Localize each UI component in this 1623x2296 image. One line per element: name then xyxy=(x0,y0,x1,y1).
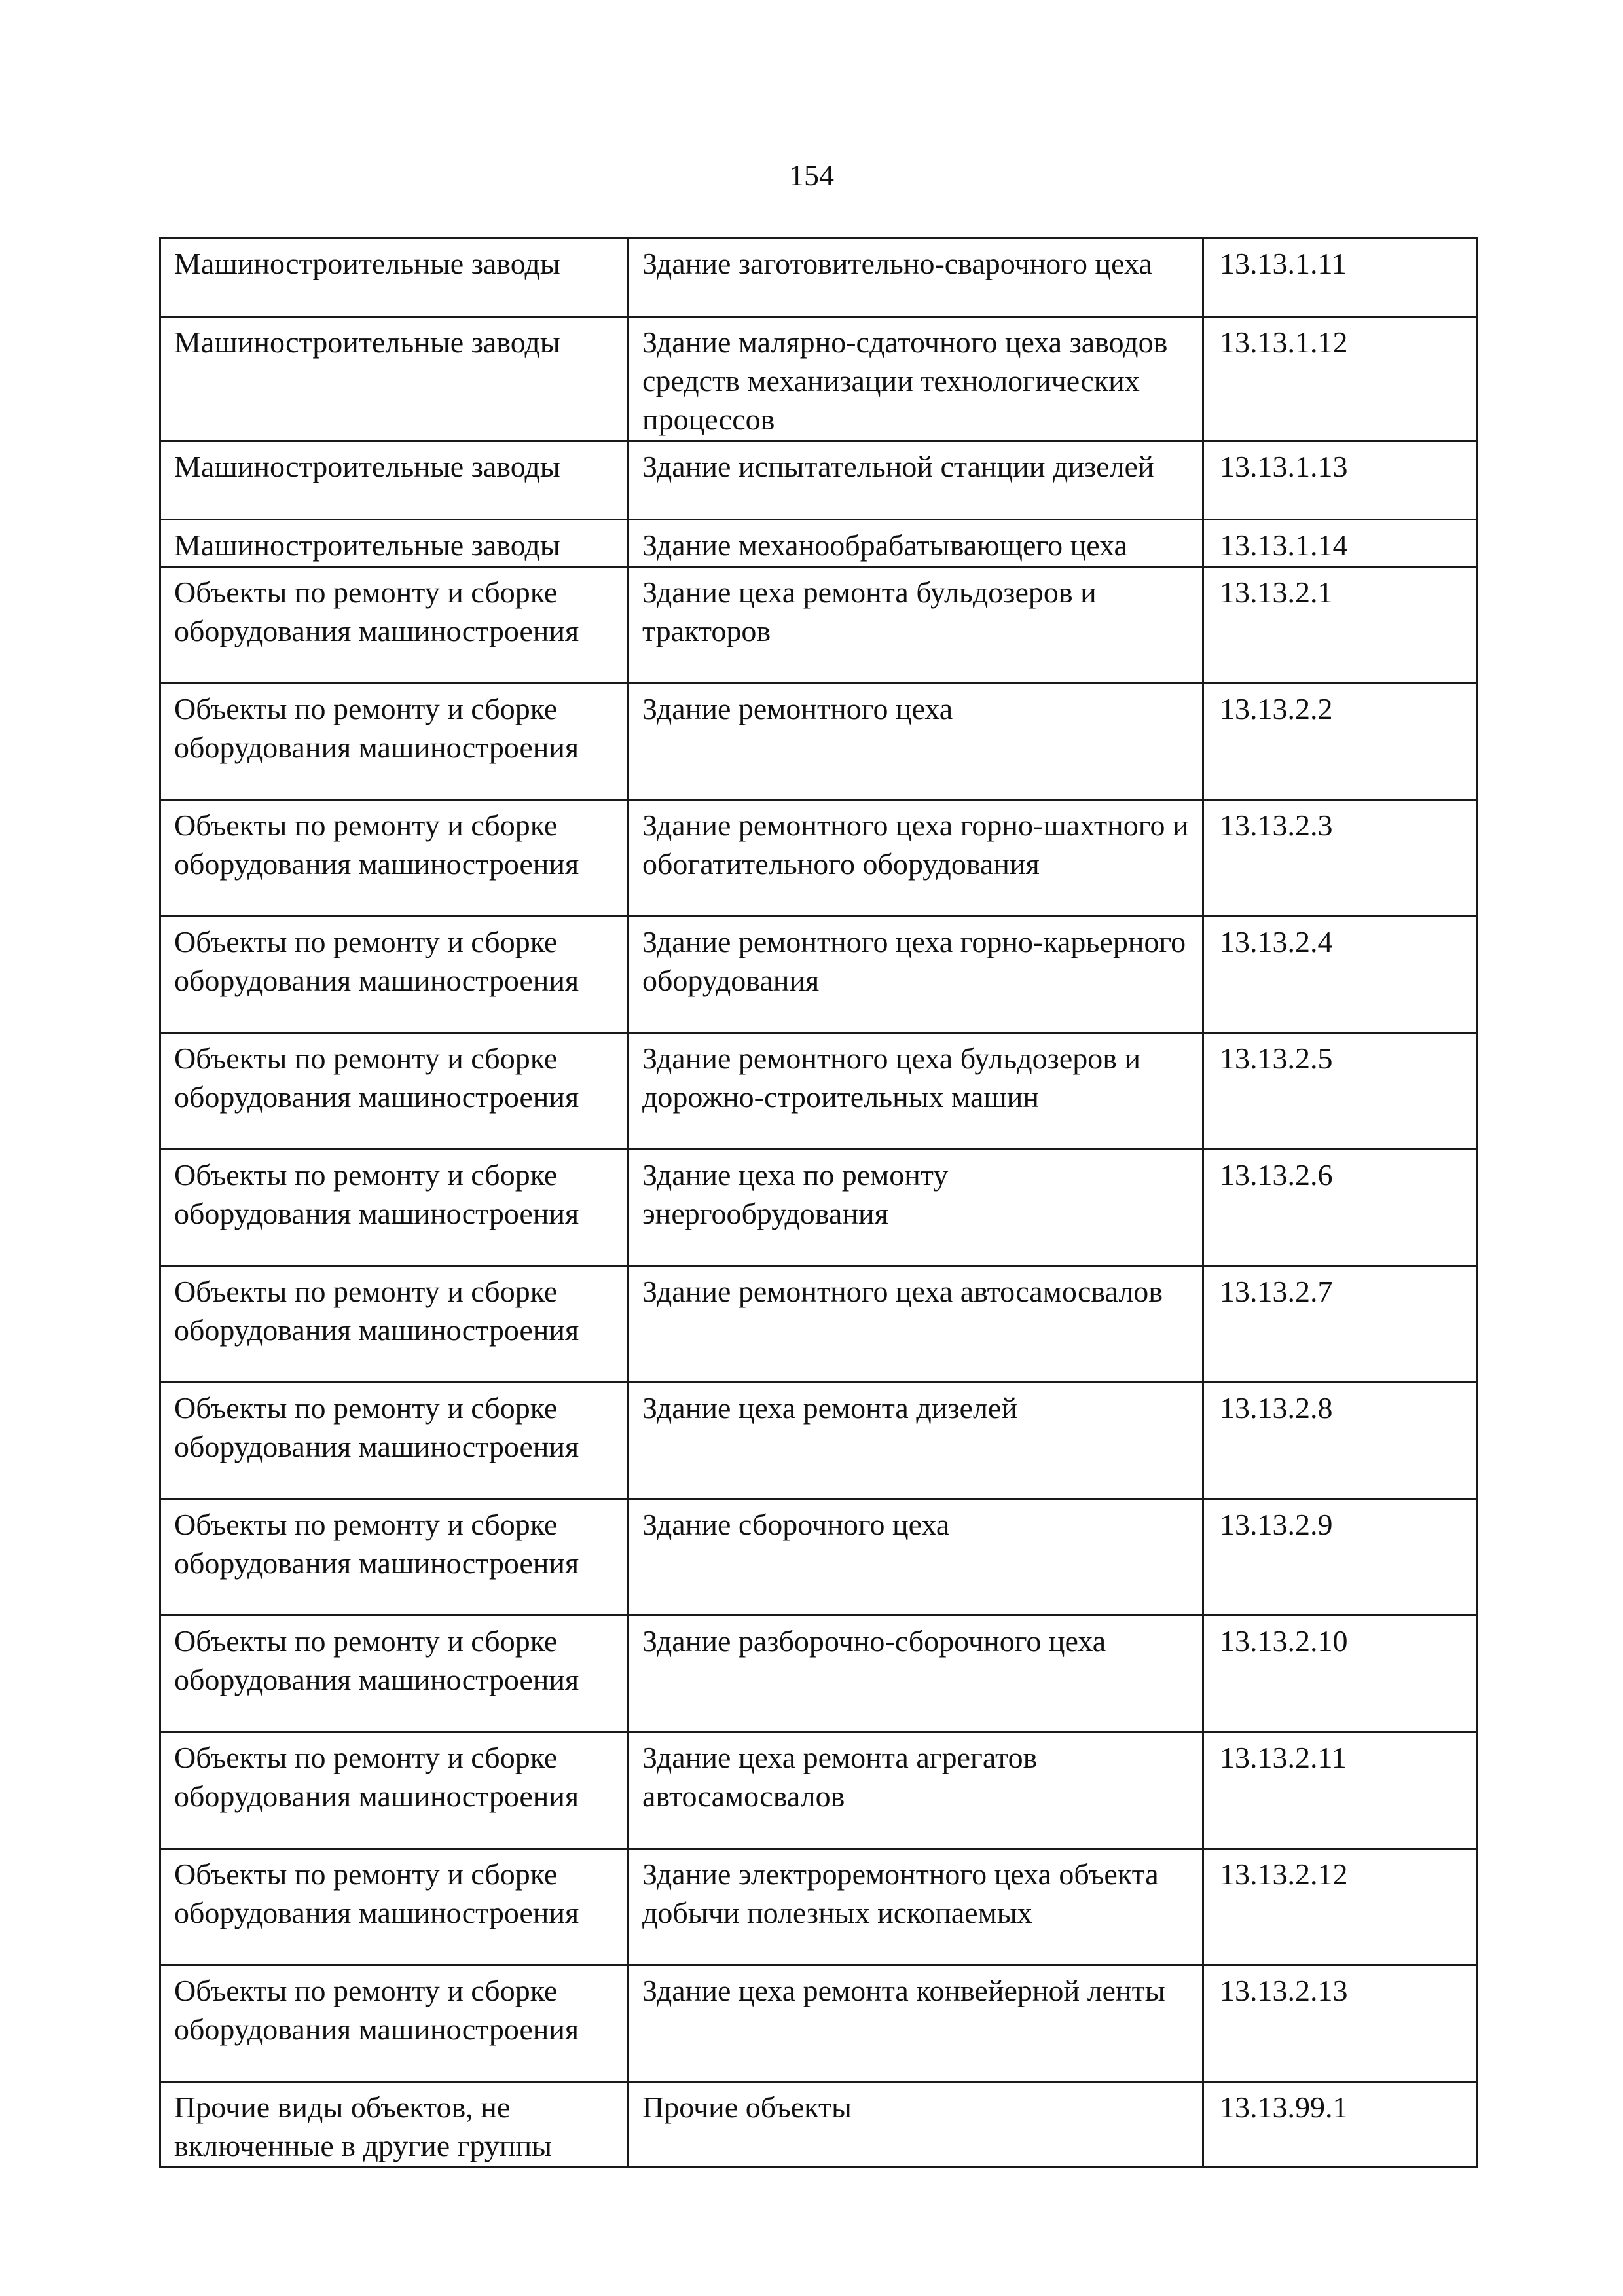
group-cell: Объекты по ремонту и сборке оборудования машиностроения xyxy=(160,1499,629,1616)
code-cell: 13.13.1.14 xyxy=(1203,520,1477,567)
page-number: 154 xyxy=(789,158,834,192)
table-row xyxy=(160,1033,1477,1150)
table-row xyxy=(160,1383,1477,1499)
code-cell: 13.13.1.12 xyxy=(1203,317,1477,441)
object-cell: Здание ремонтного цеха горно-шахтного и обогатительного оборудования xyxy=(629,800,1203,917)
table-row xyxy=(160,238,1477,317)
table-row xyxy=(160,917,1477,1033)
group-cell: Машиностроительные заводы xyxy=(160,441,629,520)
object-cell: Здание цеха ремонта конвейерной ленты xyxy=(629,1965,1203,2082)
table-row xyxy=(160,441,1477,520)
code-cell: 13.13.1.13 xyxy=(1203,441,1477,520)
object-cell: Здание ремонтного цеха автосамосвалов xyxy=(629,1266,1203,1383)
table-row xyxy=(160,1266,1477,1383)
group-cell: Объекты по ремонту и сборке оборудования машиностроения xyxy=(160,683,629,800)
code-cell: 13.13.2.2 xyxy=(1203,683,1477,800)
code-cell: 13.13.2.3 xyxy=(1203,800,1477,917)
object-cell: Здание ремонтного цеха xyxy=(629,683,1203,800)
code-cell: 13.13.2.12 xyxy=(1203,1849,1477,1965)
table-row xyxy=(160,317,1477,441)
object-cell: Здание электроремонтного цеха объекта добычи полезных ископаемых xyxy=(629,1849,1203,1965)
code-cell: 13.13.1.11 xyxy=(1203,238,1477,317)
object-cell: Здание заготовительно-сварочного цеха xyxy=(629,238,1203,317)
code-cell: 13.13.2.8 xyxy=(1203,1383,1477,1499)
group-cell: Машиностроительные заводы xyxy=(160,238,629,317)
object-cell: Прочие объекты xyxy=(629,2082,1203,2168)
table-row xyxy=(160,1849,1477,1965)
table-row xyxy=(160,520,1477,567)
object-cell: Здание ремонтного цеха горно-карьерного оборудования xyxy=(629,917,1203,1033)
table-body xyxy=(160,238,1477,2168)
code-cell: 13.13.2.10 xyxy=(1203,1616,1477,1732)
table-row xyxy=(160,683,1477,800)
table-row xyxy=(160,1732,1477,1849)
object-cell: Здание испытательной станции дизелей xyxy=(629,441,1203,520)
group-cell: Объекты по ремонту и сборке оборудования машиностроения xyxy=(160,1732,629,1849)
object-cell: Здание цеха по ремонту энергообрудования xyxy=(629,1150,1203,1266)
group-cell: Объекты по ремонту и сборке оборудования машиностроения xyxy=(160,917,629,1033)
table-row xyxy=(160,1150,1477,1266)
group-cell: Объекты по ремонту и сборке оборудования машиностроения xyxy=(160,1266,629,1383)
code-cell: 13.13.2.7 xyxy=(1203,1266,1477,1383)
group-cell: Машиностроительные заводы xyxy=(160,317,629,441)
code-cell: 13.13.2.13 xyxy=(1203,1965,1477,2082)
group-cell: Объекты по ремонту и сборке оборудования машиностроения xyxy=(160,1616,629,1732)
group-cell: Объекты по ремонту и сборке оборудования машиностроения xyxy=(160,1383,629,1499)
group-cell: Объекты по ремонту и сборке оборудования машиностроения xyxy=(160,800,629,917)
object-cell: Здание сборочного цеха xyxy=(629,1499,1203,1616)
table-row xyxy=(160,2082,1477,2168)
group-cell: Объекты по ремонту и сборке оборудования машиностроения xyxy=(160,567,629,683)
group-cell: Машиностроительные заводы xyxy=(160,520,629,567)
table-row xyxy=(160,800,1477,917)
code-cell: 13.13.2.11 xyxy=(1203,1732,1477,1849)
group-cell: Объекты по ремонту и сборке оборудования машиностроения xyxy=(160,1849,629,1965)
object-cell: Здание ремонтного цеха бульдозеров и дорожно-строительных машин xyxy=(629,1033,1203,1150)
object-cell: Здание малярно-сдаточного цеха заводов средств механизации технологических процессов xyxy=(629,317,1203,441)
table-row xyxy=(160,1499,1477,1616)
group-cell: Прочие виды объектов, не включенные в другие группы xyxy=(160,2082,629,2168)
table-row xyxy=(160,1616,1477,1732)
object-cell: Здание механообрабатывающего цеха xyxy=(629,520,1203,567)
code-cell: 13.13.2.4 xyxy=(1203,917,1477,1033)
group-cell: Объекты по ремонту и сборке оборудования машиностроения xyxy=(160,1965,629,2082)
group-cell: Объекты по ремонту и сборке оборудования машиностроения xyxy=(160,1150,629,1266)
object-cell: Здание цеха ремонта бульдозеров и тракторов xyxy=(629,567,1203,683)
object-cell: Здание разборочно-сборочного цеха xyxy=(629,1616,1203,1732)
code-cell: 13.13.99.1 xyxy=(1203,2082,1477,2168)
object-cell: Здание цеха ремонта дизелей xyxy=(629,1383,1203,1499)
code-cell: 13.13.2.9 xyxy=(1203,1499,1477,1616)
table-row xyxy=(160,567,1477,683)
object-cell: Здание цеха ремонта агрегатов автосамосвалов xyxy=(629,1732,1203,1849)
group-cell: Объекты по ремонту и сборке оборудования машиностроения xyxy=(160,1033,629,1150)
table-row xyxy=(160,1965,1477,2082)
code-cell: 13.13.2.6 xyxy=(1203,1150,1477,1266)
classification-table xyxy=(159,237,1478,2168)
code-cell: 13.13.2.1 xyxy=(1203,567,1477,683)
code-cell: 13.13.2.5 xyxy=(1203,1033,1477,1150)
